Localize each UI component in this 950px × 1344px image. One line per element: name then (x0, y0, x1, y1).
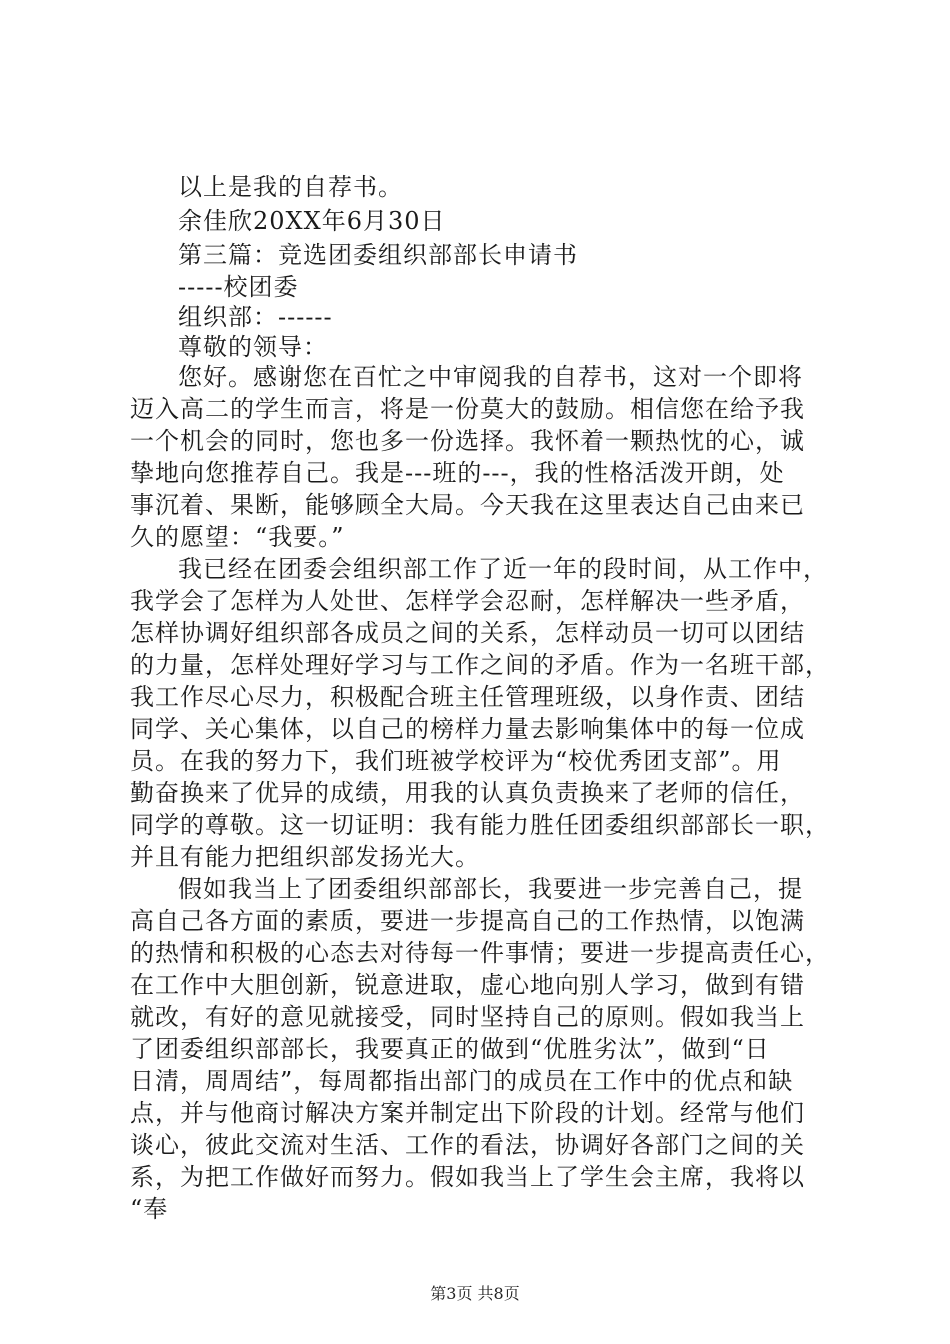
text-line: 点，并与他商讨解决方案并制定出下阶段的计划。经常与他们 (130, 1099, 805, 1127)
text-line: 迈入高二的学生而言，将是一份莫大的鼓励。相信您在给予我 (130, 395, 805, 423)
text-line: 我工作尽心尽力，积极配合班主任管理班级，以身作责、团结 (130, 683, 805, 711)
text-line: 并且有能力把组织部发扬光大。 (130, 843, 480, 871)
text-line: -----校团委 (178, 273, 299, 301)
text-line: 您好。感谢您在百忙之中审阅我的自荐书，这对一个即将 (178, 363, 803, 391)
text-line: “奉 (130, 1195, 169, 1223)
text-line: 勤奋换来了优异的成绩，用我的认真负责换来了老师的信任， (130, 779, 805, 807)
text-line: 员。在我的努力下，我们班被学校评为“校优秀团支部”。用 (130, 747, 782, 775)
page-number-footer: 第3页 共8页 (430, 1284, 520, 1303)
text-line: 假如我当上了团委组织部部长，我要进一步完善自己，提 (178, 875, 803, 903)
text-line: 在工作中大胆创新，锐意进取，虚心地向别人学习，做到有错 (130, 971, 805, 999)
text-line: 我学会了怎样为人处世、怎样学会忍耐，怎样解决一些矛盾， (130, 587, 805, 615)
text-line: 久的愿望：“我要。” (130, 523, 345, 551)
text-line: 就改，有好的意见就接受，同时坚持自己的原则。假如我当上 (130, 1003, 805, 1031)
text-line: 同学的尊敬。这一切证明：我有能力胜任团委组织部部长一职， (130, 811, 830, 839)
text-line: 我已经在团委会组织部工作了近一年的段时间，从工作中， (178, 555, 828, 583)
text-line: 的力量，怎样处理好学习与工作之间的矛盾。作为一名班干部， (130, 651, 830, 679)
text-line: 组织部：------ (178, 303, 333, 331)
text-line: 挚地向您推荐自己。我是---班的---，我的性格活泼开朗，处 (130, 459, 785, 487)
text-line: 同学、关心集体，以自己的榜样力量去影响集体中的每一位成 (130, 715, 805, 743)
salutation: 尊敬的领导： (178, 333, 328, 361)
text-line: 系，为把工作做好而努力。假如我当上了学生会主席，我将以 (130, 1163, 805, 1191)
text-line: 日清，周周结”，每周都指出部门的成员在工作中的优点和缺 (130, 1067, 794, 1095)
text-line: 一个机会的同时，您也多一份选择。我怀着一颗热忱的心，诚 (130, 427, 805, 455)
text-line: 的热情和积极的心态去对待每一件事情；要进一步提高责任心， (130, 939, 830, 967)
text-line: 余佳欣20XX年6月30日 (178, 207, 446, 235)
text-line: 高自己各方面的素质，要进一步提高自己的工作热情，以饱满 (130, 907, 805, 935)
text-line: 事沉着、果断，能够顾全大局。今天我在这里表达自己由来已 (130, 491, 805, 519)
text-line: 以上是我的自荐书。 (178, 173, 403, 201)
text-line: 了团委组织部部长，我要真正的做到“优胜劣汰”，做到“日 (130, 1035, 770, 1063)
text-line: 谈心，彼此交流对生活、工作的看法，协调好各部门之间的关 (130, 1131, 805, 1159)
section-title: 第三篇：竞选团委组织部部长申请书 (178, 241, 578, 269)
text-line: 怎样协调好组织部各成员之间的关系，怎样动员一切可以团结 (130, 619, 805, 647)
